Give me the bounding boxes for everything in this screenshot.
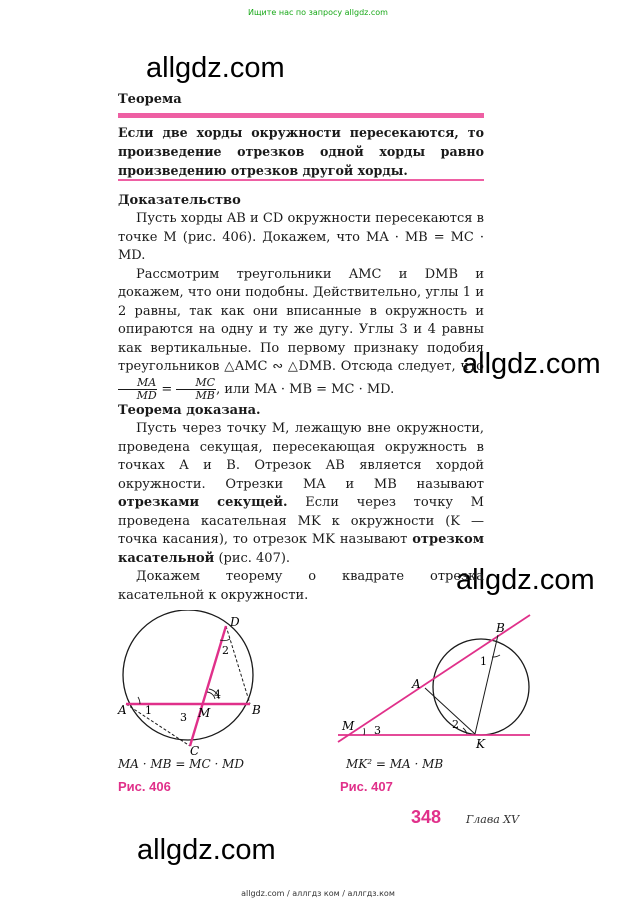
proof-body <box>118 210 484 605</box>
proof-paragraph-1: Пусть хорды AB и CD окружности пересекаются в точке M (рис. 406). Докажем, что MA · MB = MC · MD. <box>118 211 484 263</box>
fig407-formula: MK² = MA · MB <box>346 757 444 771</box>
fig406-chord-db <box>226 626 250 704</box>
watermark: allgdz.com <box>456 564 595 596</box>
fig407-label-k: K <box>476 737 485 751</box>
bottom-site-note: allgdz.com / аллгдз ком / аллгдз.ком <box>241 889 395 898</box>
fig407-label-b: B <box>496 621 505 635</box>
ratio-fraction-2: $\frac{MC}{MB}$ <box>176 377 216 402</box>
fig407-label-m: M <box>342 719 355 733</box>
fig406-caption: Рис. 406 <box>118 779 171 794</box>
fig407-label-2: 2 <box>452 718 459 731</box>
figure-407 <box>330 610 540 758</box>
figure-406 <box>110 610 280 758</box>
watermark: allgdz.com <box>146 52 285 84</box>
proof-paragraph-2: Рассмотрим треугольники AMC и DMB и докажем, что они подобны. Действительно, углы 1 и 2 равны, так как они вписанные в окружность и опираются на одну и ту же дугу. Углы 3 и 4 равны как вертикальные. По первому признаку подобия треугольников △AMC ∾ △DMB. Отсюда следует, что $\frac{MA}{MD}$ = $\frac{MC}{MB}$ , или MA · MB = MC · MD. <box>118 266 484 402</box>
fig407-label-1: 1 <box>480 655 487 668</box>
proof-paragraph-2-text: Рассмотрим треугольники AMC и DMB и докажем, что они подобны. Действительно, углы 1 и 2 равны, так как они вписанные в окружность и опираются на одну и ту же дугу. Углы 3 и 4 равны как вертикальные. По первому признаку подобия треугольников △AMC ∾ △DMB. Отсюда следует, что <box>118 266 484 374</box>
fig406-label-2: 2 <box>222 644 229 657</box>
fig406-label-b: B <box>252 703 261 717</box>
term-tangent-segment: отрезком касательной <box>118 532 484 566</box>
fig407-label-a: A <box>412 677 421 691</box>
theorem-label: Теорема <box>118 92 182 107</box>
proof-label: Доказательство <box>118 193 241 208</box>
fig407-chord-ak <box>425 688 475 734</box>
fig407-circle <box>433 639 529 735</box>
fig407-angle-2 <box>463 728 467 734</box>
theorem-proved: Теорема доказана. <box>118 402 261 418</box>
top-search-note: Ищите нас по запросу allgdz.com <box>248 8 388 17</box>
chapter-label: Глава XV <box>466 813 520 826</box>
theorem-statement: Если две хорды окружности пересекаются, то произведение отрезков одной хорды равно произведению отрезков другой хорды. <box>118 125 484 178</box>
fig406-label-c: C <box>190 744 200 758</box>
term-secant-segments: отрезками секущей. <box>118 495 288 510</box>
proof-paragraph-2-end: , или MA · MB = MC · MD. <box>216 381 395 397</box>
fig406-label-1: 1 <box>145 704 152 717</box>
fig406-label-a: A <box>118 703 127 717</box>
secant-paragraph: Пусть через точку M, лежащую вне окружности, проведена секущая, пересекающая окружность в точках A и B. Отрезок AB является хордой окружности. Отрезки MA и MB называют отрезками секущей. Если через точку M проведена касательная MK к окружности (K — точка касания), то отрезок MK называют отрезком касательной (рис. 407). <box>118 421 484 566</box>
theorem-bottom-bar <box>118 179 484 181</box>
fig406-formula: MA · MB = MC · MD <box>118 757 245 771</box>
fig407-angle-3 <box>364 728 365 735</box>
watermark: allgdz.com <box>137 834 276 866</box>
theorem-top-bar <box>118 113 484 118</box>
fig407-caption: Рис. 407 <box>340 779 393 794</box>
fig407-label-3: 3 <box>374 724 381 737</box>
fig406-chord-cd <box>190 626 226 746</box>
fig406-label-3: 3 <box>180 711 187 724</box>
fig406-label-d: D <box>230 615 240 629</box>
watermark: allgdz.com <box>462 348 601 380</box>
fig406-circle <box>123 610 253 740</box>
page-number: 348 <box>411 807 442 827</box>
tangent-theorem-intro: Докажем теорему о квадрате отрезка касательной к окружности. <box>118 569 484 603</box>
fig406-label-m: M <box>198 706 211 720</box>
ratio-fraction-1: $\frac{MA}{MD}$ <box>118 377 157 402</box>
fig406-label-4: 4 <box>214 688 221 701</box>
